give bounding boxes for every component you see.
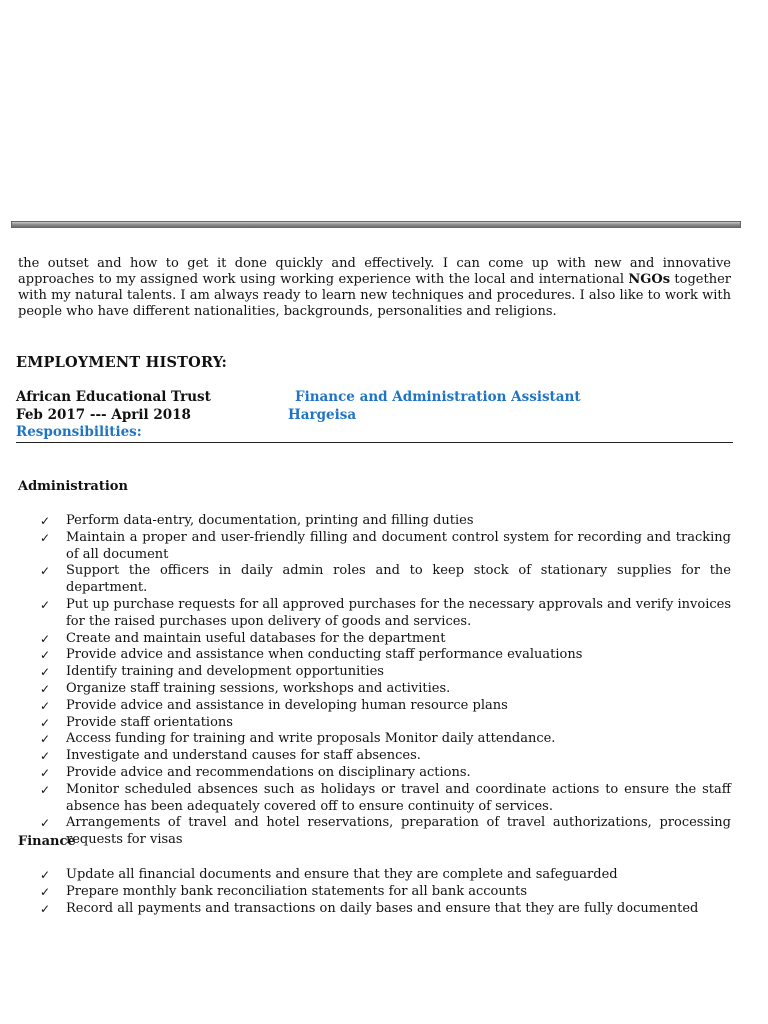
job-location: Hargeisa — [288, 407, 357, 423]
summary-text-start: the outset and how to get it done quickly and effectively. I can come up with new and innovative approaches to my assigned work using working experience with the local and international — [18, 256, 731, 287]
finance-list-item — [0, 901, 731, 918]
employment-history-heading: EMPLOYMENT HISTORY: — [16, 354, 228, 371]
checkmark-icon: ✓ — [40, 681, 51, 696]
job-divider-line — [16, 442, 733, 443]
administration-item-text: Maintain a proper and user-friendly filling and document control system for recording and tracking of all document — [66, 529, 731, 562]
summary-paragraph — [18, 256, 731, 320]
employer-name: African Educational Trust — [16, 389, 211, 405]
checkmark-icon: ✓ — [40, 648, 51, 663]
administration-list-item — [0, 765, 731, 782]
finance-list — [0, 867, 731, 917]
checkmark-icon: ✓ — [40, 514, 51, 528]
checkmark-icon: ✓ — [40, 530, 51, 545]
administration-list-item — [0, 681, 731, 698]
administration-item-text: Monitor scheduled absences such as holidays or travel and coordinate actions to ensure the staff absence has been adequately covered off to ensure continuity of services. — [66, 781, 731, 814]
administration-item-text: Access funding for training and write proposals Monitor daily attendance. — [66, 731, 556, 747]
checkmark-icon: ✓ — [40, 715, 51, 730]
administration-item-text: Identify training and development opportunities — [66, 664, 384, 680]
administration-item-text: Support the officers in daily admin roles and to keep stock of stationary supplies for the department. — [66, 563, 731, 596]
administration-item-text: Provide advice and recommendations on disciplinary actions. — [66, 764, 471, 780]
header-divider-bar — [11, 221, 741, 228]
administration-heading: Administration — [18, 479, 128, 494]
responsibilities-label: Responsibilities: — [16, 424, 142, 440]
checkmark-icon: ✓ — [40, 631, 51, 646]
administration-list-item — [0, 748, 731, 765]
finance-item-text: Record all payments and transactions on daily bases and ensure that they are fully documented — [66, 900, 699, 916]
administration-list-item — [0, 782, 731, 816]
checkmark-icon: ✓ — [40, 564, 51, 579]
administration-list-item — [0, 530, 731, 564]
administration-list-item — [0, 815, 731, 849]
checkmark-icon: ✓ — [40, 782, 51, 797]
administration-list-item — [0, 631, 731, 648]
summary-bold-term: NGOs — [628, 272, 671, 287]
administration-list — [0, 513, 731, 849]
checkmark-icon: ✓ — [40, 732, 51, 747]
checkmark-icon: ✓ — [40, 665, 51, 680]
administration-item-text: Arrangements of travel and hotel reservations, preparation of travel authorizations, processing requests for visas — [66, 815, 731, 848]
checkmark-icon: ✓ — [40, 698, 51, 713]
finance-list-item — [0, 884, 731, 901]
administration-item-text: Organize staff training sessions, workshops and activities. — [66, 680, 451, 696]
administration-list-item — [0, 597, 731, 631]
administration-list-item — [0, 647, 731, 664]
administration-list-item — [0, 563, 731, 597]
administration-list-item — [0, 513, 731, 530]
finance-item-text: Update all financial documents and ensure that they are complete and safeguarded — [66, 867, 618, 882]
job-title: Finance and Administration Assistant — [295, 389, 581, 405]
administration-item-text: Create and maintain useful databases for the department — [66, 630, 446, 646]
employment-dates: Feb 2017 --- April 2018 — [16, 407, 191, 423]
administration-item-text: Provide staff orientations — [66, 714, 233, 730]
checkmark-icon: ✓ — [40, 765, 51, 780]
administration-item-text: Perform data-entry, documentation, printing and filling duties — [66, 513, 474, 528]
administration-item-text: Put up purchase requests for all approved purchases for the necessary approvals and verify invoices for the raised purchases upon delivery of goods and services. — [66, 596, 731, 629]
administration-list-item — [0, 698, 731, 715]
administration-item-text: Provide advice and assistance in developing human resource plans — [66, 697, 508, 713]
administration-list-item — [0, 664, 731, 681]
checkmark-icon: ✓ — [40, 868, 51, 882]
finance-item-text: Prepare monthly bank reconciliation statements for all bank accounts — [66, 883, 527, 899]
administration-list-item — [0, 731, 731, 748]
summary-text-end: together with my natural talents. I am always ready to learn new techniques and procedures. I also like to work with people who have different nationalities, backgrounds, personalities and religions. — [18, 272, 731, 319]
checkmark-icon: ✓ — [40, 749, 51, 764]
checkmark-icon: ✓ — [40, 884, 51, 899]
administration-item-text: Provide advice and assistance when conducting staff performance evaluations — [66, 647, 583, 663]
checkmark-icon: ✓ — [40, 901, 51, 916]
finance-heading: Finance — [18, 834, 76, 849]
checkmark-icon: ✓ — [40, 597, 51, 612]
finance-list-item — [0, 867, 731, 884]
administration-item-text: Investigate and understand causes for staff absences. — [66, 748, 421, 764]
checkmark-icon: ✓ — [40, 816, 51, 831]
administration-list-item — [0, 715, 731, 732]
